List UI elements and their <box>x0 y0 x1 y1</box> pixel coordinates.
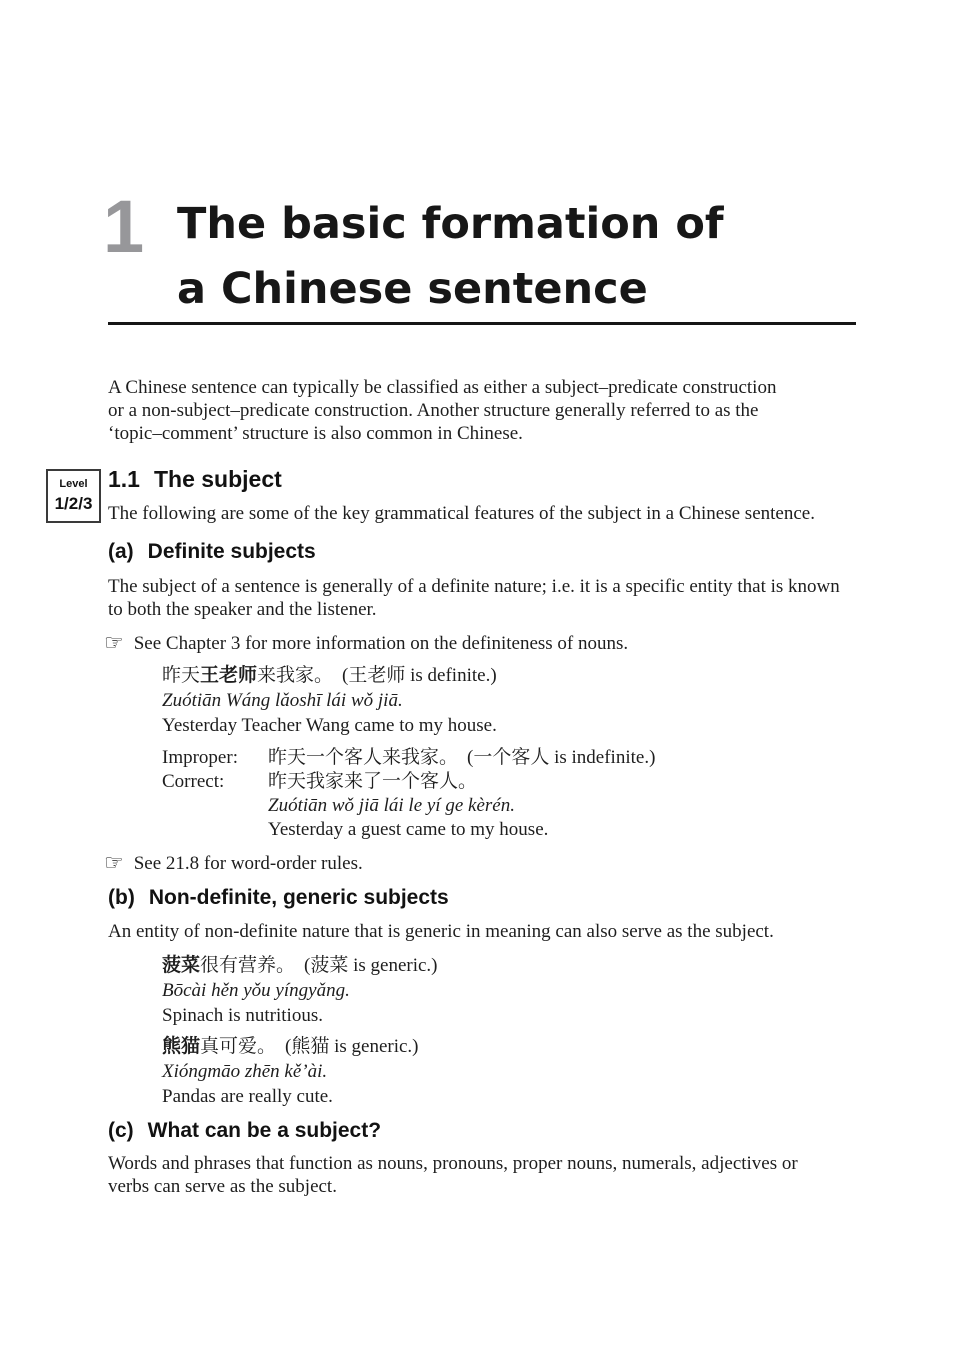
correct-sentence <box>268 770 477 794</box>
pointing-hand-icon: ☞ <box>104 630 124 655</box>
subsection-a-line: to both the speaker and the listener. <box>108 599 377 620</box>
correct-row <box>162 770 655 794</box>
chinese-text: 真可爱。 <box>200 1036 277 1057</box>
subsection-a-title: Definite subjects <box>147 540 316 563</box>
level-badge-value: 1/2/3 <box>54 494 93 513</box>
intro-line: ‘topic–comment’ structure is also common in Chinese. <box>108 423 523 444</box>
crossref-chapter-3 <box>104 629 628 655</box>
chapter-title-line2: a Chinese sentence <box>177 264 648 314</box>
chinese-text: 昨天我家来了一个客人。 <box>268 771 478 792</box>
english-translation-line: Yesterday Teacher Wang came to my house. <box>162 715 497 736</box>
subsection-c-line: Words and phrases that function as nouns, pronouns, proper nouns, numerals, adjectives or <box>108 1153 798 1174</box>
example-note: (一个客人 is indefinite.) <box>467 747 656 768</box>
title-divider-rule <box>108 322 856 325</box>
subsection-c-line: verbs can serve as the subject. <box>108 1176 337 1197</box>
section-number: 1.1 <box>108 466 140 492</box>
subsection-c-heading <box>108 1119 381 1143</box>
subsection-c-title: What can be a subject? <box>147 1119 382 1142</box>
crossref-text: See 21.8 for word-order rules. <box>133 853 363 874</box>
pinyin-line: Xióngmāo zhēn kě’ài. <box>162 1061 328 1082</box>
subsection-a-line: The subject of a sentence is generally of a definite nature; i.e. it is a specific entity that is known <box>108 576 840 597</box>
chinese-bold-subject: 菠菜 <box>162 955 201 976</box>
english-translation-line: Pandas are really cute. <box>162 1086 333 1107</box>
subsection-b-paragraph: An entity of non-definite nature that is generic in meaning can also serve as the subject. <box>108 921 774 942</box>
crossref-21-8 <box>104 849 363 875</box>
example-note: (菠菜 is generic.) <box>304 955 438 976</box>
english-translation-line: Spinach is nutritious. <box>162 1005 323 1026</box>
example-chinese-line <box>162 663 497 688</box>
improper-row <box>162 746 655 770</box>
section-lead-paragraph: The following are some of the key grammatical features of the subject in a Chinese sentence. <box>108 503 815 524</box>
section-title: The subject <box>153 466 282 492</box>
example-spinach <box>162 953 438 1028</box>
example-note: (王老师 is definite.) <box>342 665 497 686</box>
improper-sentence <box>268 746 655 770</box>
subsection-b-title: Non-definite, generic subjects <box>148 886 449 909</box>
intro-line: or a non-subject–predicate construction. Another structure generally referred to as the <box>108 400 759 421</box>
english-translation-line: Yesterday a guest came to my house. <box>268 819 549 840</box>
chinese-bold-subject: 王老师 <box>200 665 258 686</box>
section-heading <box>108 466 282 493</box>
improper-label: Improper: <box>162 747 238 768</box>
chapter-number: 1 <box>103 185 145 268</box>
chinese-text: 很有营养。 <box>200 955 296 976</box>
example-panda <box>162 1034 419 1109</box>
pinyin-line: Zuótiān Wáng lǎoshī lái wǒ jiā. <box>162 690 403 711</box>
chapter-title-line1: The basic formation of <box>177 199 724 249</box>
crossref-text: See Chapter 3 for more information on the definiteness of nouns. <box>133 633 629 654</box>
chapter-title <box>177 192 724 322</box>
example-definite-subject <box>162 663 497 738</box>
level-badge-label: Level <box>59 478 88 490</box>
subsection-b-label: (b) <box>108 886 135 909</box>
pinyin-line: Zuótiān wǒ jiā lái le yí ge kèrén. <box>268 795 515 816</box>
subsection-b-heading <box>108 886 449 910</box>
level-badge <box>46 469 101 523</box>
pointing-hand-icon: ☞ <box>104 850 124 875</box>
subsection-a-paragraph <box>108 575 883 621</box>
intro-line: A Chinese sentence can typically be classified as either a subject–predicate construction <box>108 377 777 398</box>
correct-english-row <box>162 818 655 842</box>
chinese-text: 昨天 <box>162 665 201 686</box>
subsection-c-label: (c) <box>108 1119 134 1142</box>
pinyin-line: Bōcài hěn yǒu yíngyǎng. <box>162 980 350 1001</box>
example-chinese-line <box>162 953 438 978</box>
improper-correct-block <box>162 746 655 842</box>
chinese-text: 来我家。 <box>257 665 334 686</box>
correct-label: Correct: <box>162 771 225 792</box>
chinese-bold-subject: 熊猫 <box>162 1036 201 1057</box>
subsection-a-label: (a) <box>108 540 134 563</box>
chinese-text: 昨天一个客人来我家。 <box>268 747 459 768</box>
subsection-c-paragraph <box>108 1152 868 1198</box>
example-note: (熊猫 is generic.) <box>285 1036 419 1057</box>
subsection-a-heading <box>108 540 316 564</box>
example-chinese-line <box>162 1034 419 1059</box>
intro-paragraph <box>108 376 868 445</box>
correct-pinyin-row <box>162 794 655 818</box>
